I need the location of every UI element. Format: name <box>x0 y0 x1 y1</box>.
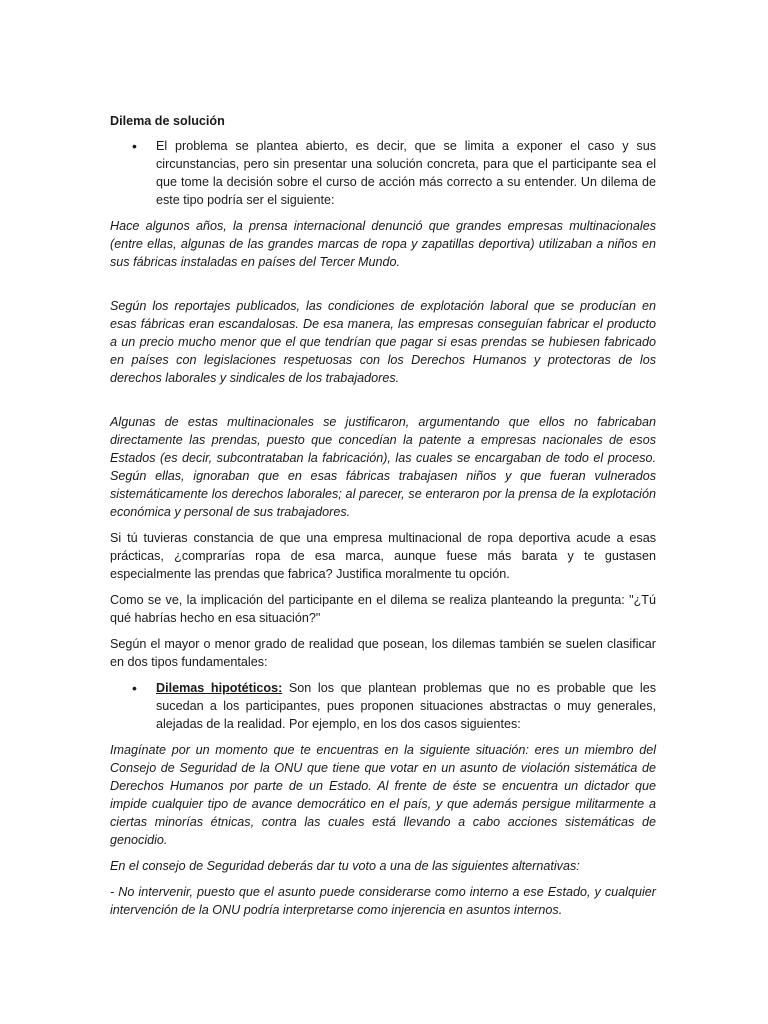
case2-paragraph-3: - No intervenir, puesto que el asunto puede considerarse como interno a ese Estado, y cualquier intervención de la ONU podría interpretarse como injerencia en asuntos internos. <box>110 885 656 917</box>
list-item <box>110 137 656 209</box>
question-paragraph: Si tú tuvieras constancia de que una empresa multinacional de ropa deportiva acude a esas prácticas, ¿comprarías ropa de esa marca, aunque fuese más barata y te gustasen especialmente las prendas que fabrica? Justifica moralmente tu opción. <box>110 531 656 581</box>
bullet-text: Son los que plantean problemas que no es probable que les sucedan a los participantes, pues proponen situaciones abstractas o muy generales, alejadas de la realidad. Por ejemplo, en los dos casos siguientes: <box>156 681 657 731</box>
document-page <box>110 112 656 927</box>
case1-paragraph-3: Algunas de estas multinacionales se justificaron, argumentando que ellos no fabricaban directamente las prendas, puesto que concedían la patente a empresas nacionales de esos Estados (es decir, subcontrataban la fabricación), las cuales se encargaban de todo el proceso. Según ellas, ignoraban que en esas fábricas trabajasen niños y que fueran vulnerados sistemáticamente los derechos laborales; al parecer, se enteraron por la prensa de la explotación económica y personal de sus trabajadores. <box>110 415 656 519</box>
case1-paragraph-1: Hace algunos años, la prensa internacional denunció que grandes empresas multinacionales (entre ellas, algunas de las grandes marcas de ropa y zapatillas deportiva) utilizaban a niños en sus fábricas instaladas en países del Tercer Mundo. <box>110 219 656 269</box>
classification-paragraph: Según el mayor o menor grado de realidad que posean, los dilemas también se suelen clasificar en dos tipos fundamentales: <box>110 637 656 669</box>
bullet-list-2 <box>110 679 656 733</box>
implication-paragraph: Como se ve, la implicación del participante en el dilema se realiza planteando la pregunta: "¿Tú qué habrías hecho en esa situación?" <box>110 593 656 625</box>
bullet-list-1 <box>110 137 656 209</box>
term-label: Dilemas hipotéticos: <box>156 681 283 695</box>
bullet-icon: • <box>132 680 137 696</box>
list-item <box>110 679 656 733</box>
section-heading: Dilema de solución <box>110 114 225 128</box>
bullet-icon: • <box>132 138 137 154</box>
case1-paragraph-2: Según los reportajes publicados, las condiciones de explotación laboral que se producían en esas fábricas eran escandalosas. De esa manera, las empresas conseguían fabricar el producto a un precio mucho menor que el que tendrían que pagar si esas prendas se hubiesen fabricado en países con legislaciones respetuosas con los Derechos Humanos y protectoras de los derechos laborales y sindicales de los trabajadores. <box>110 299 656 385</box>
case2-paragraph-1: Imagínate por un momento que te encuentras en la siguiente situación: eres un miembro del Consejo de Seguridad de la ONU que tiene que votar en un asunto de violación sistemática de Derechos Humanos por parte de un Estado. Al frente de éste se encuentra un dictador que impide cualquier tipo de avance democrático en el país, y que además persigue militarmente a ciertas minorías étnicas, contra las cuales está llevando a cabo acciones sistemáticas de genocidio. <box>110 743 656 847</box>
bullet-text: El problema se plantea abierto, es decir, que se limita a exponer el caso y sus circunstancias, pero sin presentar una solución concreta, para que el participante sea el que tome la decisión sobre el curso de acción más correcto a su entender. Un dilema de este tipo podría ser el siguiente: <box>156 139 656 207</box>
case2-paragraph-2: En el consejo de Seguridad deberás dar tu voto a una de las siguientes alternativas: <box>110 859 580 873</box>
